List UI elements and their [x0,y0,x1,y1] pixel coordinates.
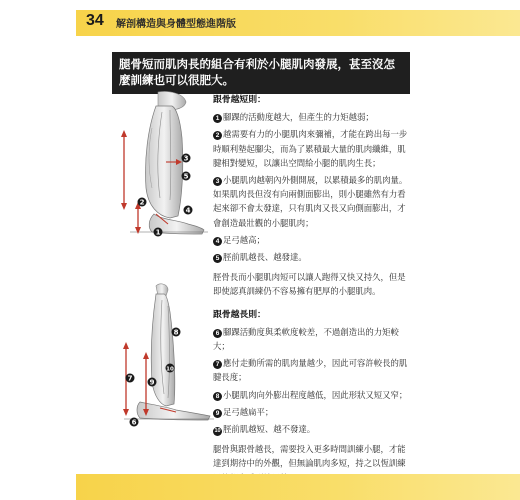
list-item [213,250,413,264]
number-badge: 9 [213,409,222,418]
marker-4-label: 4 [185,206,191,215]
number-badge: 10 [214,428,221,435]
number-badge: 7 [213,360,222,369]
list-item-text: 足弓越高； [223,234,265,245]
number-badge: 5 [213,254,222,263]
list-item-text: 小腿肌肉越朝內外側開展，以累積最多的肌肉量。如果肌肉長但沒有向兩側面膨出，則小腿雖然有力看起來卻不會太發達，只有肌肉又長又向側面膨出，才會創造最壯觀的小腿肌肉； [213,175,408,228]
list-item [213,388,413,402]
list-item-text: 小腿肌肉向外膨出程度越低，因此形狀又短又窄； [223,389,408,400]
list-item [213,110,413,124]
list-item [213,325,413,353]
body-text [213,92,413,493]
list-item-text: 脛前肌越長、越發達。 [223,252,307,263]
list-item [213,422,413,436]
leg-figure-long-heel [120,282,214,432]
long-heel-summary: 腿骨與跟骨越長，需要投入更多時間訓練小腿，才能達到期待中的外觀，但無論肌肉多短，持之以恆訓練 [213,444,406,469]
list-item [213,127,413,170]
marker-9-label: 9 [149,378,155,387]
list-item [213,405,413,419]
footer-gold-band [76,474,520,500]
running-title: 解剖構造與身體型態進階版 [116,19,236,30]
leg-figure-short-heel [118,88,208,238]
number-badge: 2 [213,131,222,140]
list-item [213,356,413,384]
long-heel-title: 跟骨越長則： [213,308,266,319]
marker-5-label: 5 [183,172,189,181]
page-number: 34 [86,12,104,29]
number-badge: 3 [213,177,222,186]
list-item-text: 應付走動所需的肌肉量越少，因此可容許較長的肌腱長度； [213,358,408,383]
list-item [213,173,413,230]
marker-10-label: 10 [166,366,174,373]
number-badge: 6 [213,329,222,338]
header-bar [0,0,520,44]
marker-1-label: 1 [155,228,161,237]
number-badge: 1 [213,114,222,123]
marker-3-label: 3 [183,154,189,163]
marker-6-label: 6 [131,418,137,427]
marker-8-label: 8 [173,328,179,337]
list-item-text: 脛前肌越短、越不發達。 [223,424,316,435]
list-item-text: 腳踝的活動度越大，但產生的力矩越弱； [223,112,374,123]
marker-7-label: 7 [127,374,133,383]
list-item-text: 足弓越扁平； [223,406,274,417]
number-badge: 8 [213,392,222,401]
section-headline: 腿骨短而肌肉長的組合有利於小腿肌肉發展，甚至沒怎麼訓練也可以很肥大。 [112,52,410,94]
number-badge: 4 [213,237,222,246]
list-item-text: 越需要有力的小腿肌肉來彌補，才能在跨出每一步時順利墊起腳尖，而為了累積最大量的肌肉纖維，肌腱相對變短，以讓出空間給小腿的肌肉生長； [213,129,408,168]
list-item-text: 腳踝活動度與柔軟度較差，不過創造出的力矩較大； [213,326,399,352]
short-heel-summary: 脛骨長而小腿肌肉短可以讓人跑得又快又持久，但是即使認真訓練仍不容易擁有肥厚的小腿肌肉。 [213,272,406,297]
list-item [213,233,413,247]
marker-2-label: 2 [139,198,145,207]
short-heel-title: 跟骨越短則： [213,94,266,104]
